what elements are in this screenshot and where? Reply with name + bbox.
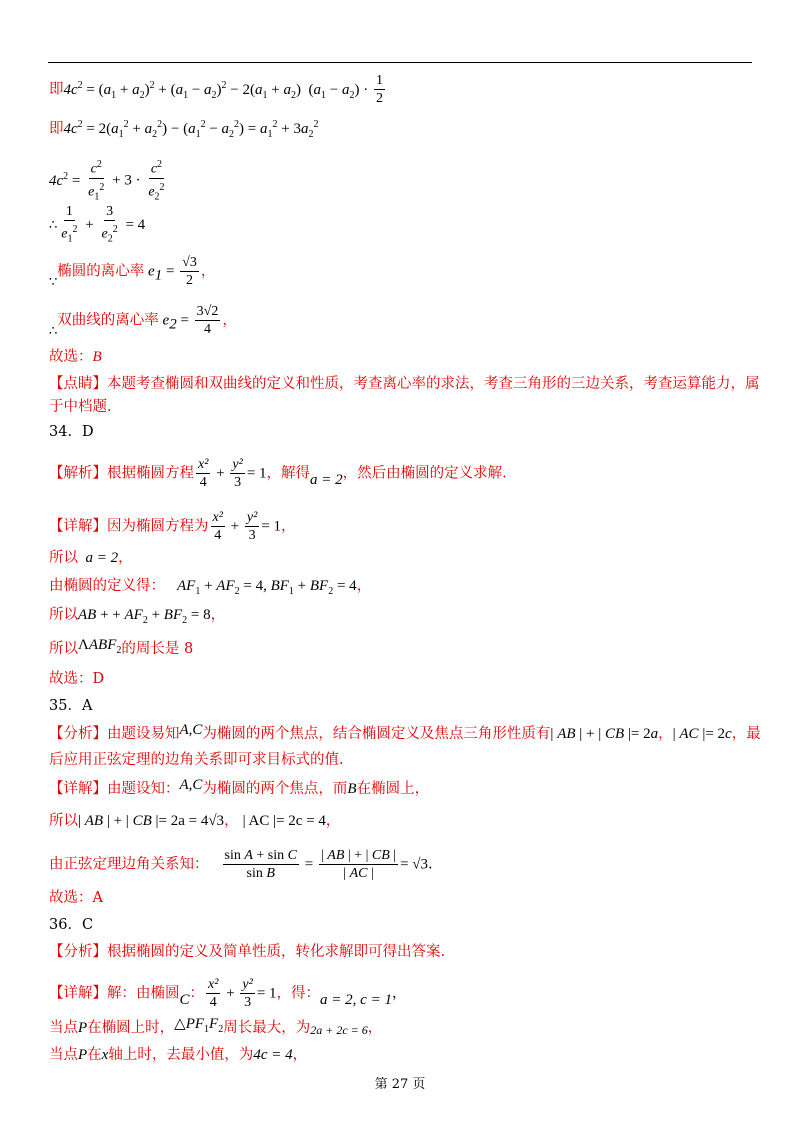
- fraction-e1: $\frac{√3}{2}$: [182, 255, 197, 288]
- answer-34: 故选：D: [49, 671, 105, 687]
- detail-34: 【详解】因为椭圆方程为 $\frac{\text{x²}}{4}$ + $\frac{\text{y²}}{3}$ = 1，: [49, 510, 296, 543]
- question-35-header: 35．A: [49, 698, 93, 714]
- step-35-2: 由正弦定理边角关系知： $\frac{\text{sin A + sin C}}{\text{sin B}}$ = $\frac{| AB | + | CB |}{| AC |}$ = √3.: [49, 848, 433, 881]
- fraction-c2-e2: $\frac{c^2}{e_2^2}$: [146, 156, 166, 205]
- question-34-header: 34．D: [49, 424, 94, 440]
- analysis-36: 【分析】根据椭圆的定义及简单性质，转化求解即可得出答案.: [49, 944, 446, 960]
- line-2: [49, 115, 318, 145]
- equation-2: $4c^2 = 2(a_1^2 + a_2^2) - (a_1^2 - a_2^2) = a_1^2 + 3a_2^2$: [63, 119, 319, 140]
- line-1-prefix: 即: [49, 81, 64, 98]
- step-36-2: 当点P在x轴上时，去最小值，为4c = 4，: [49, 1047, 308, 1063]
- hyperbola-ecc-label: 双曲线的离心率: [57, 312, 159, 329]
- analysis-34: 【解析】根据椭圆方程 $\frac{\text{x²}}{4}$ + $\frac{\text{y²}}{3}$ = 1，解得a = 2，然后由椭圆的定义求解.: [49, 457, 507, 490]
- question-36-header: 36．C: [49, 917, 94, 933]
- fraction-sides: $\frac{| AB | + | CB |}{| AC |}$: [320, 848, 397, 881]
- line-2-prefix: 即: [49, 121, 64, 137]
- fraction-3-e2: $\frac{3}{e_2^2}$: [101, 204, 118, 245]
- analysis-35: 【分析】由题设易知A,C为椭圆的两个焦点，结合椭圆定义及焦点三角形性质有| AB | + | CB |= 2a，| AC |= 2c，最: [49, 722, 761, 742]
- ellipse-ecc-label: 椭圆的离心率: [57, 263, 145, 280]
- answer-33: 故选：B: [49, 349, 102, 365]
- because-symbol: ∵: [49, 274, 58, 290]
- detail-36: 【详解】解：由椭圆C： $\frac{\text{x²}}{4}$ + $\frac{\text{y²}}{3}$ = 1，得：a = 2, c = 1，: [49, 977, 407, 1010]
- line-1: [49, 72, 387, 107]
- answer-35: 故选：A: [49, 890, 103, 906]
- header-rule: [48, 62, 752, 63]
- detail-35: 【详解】由题设知：A,C为椭圆的两个焦点，而B在椭圆上，: [49, 777, 430, 797]
- step-34-2: 由椭圆的定义得： $AF_1 + AF_2 = 4$, $BF_1 + BF_2 = 4$，: [49, 578, 372, 597]
- line-6: ∴双曲线的离心率 $e_2$ = $\frac{3√2}{4}$ ，: [49, 304, 237, 339]
- step-36-1: 当点P在椭圆上时，$\triangle PF_1F_2$周长最大，为2a + 2c = 6，: [49, 1016, 383, 1037]
- step-35-1: 所以| AB | + | CB |= 2a = 4√3， | AC |= 2c = 4，: [49, 813, 341, 829]
- line-3: $4c^2$ = $\frac{c^2}{e_1^2}$ + 3 · $\frac{c^2}{e_2^2}$: [49, 156, 169, 205]
- line-4: ∴ $\frac{1}{e_1^2}$ + $\frac{3}{e_2^2}$ = 4: [49, 203, 145, 247]
- comment-33-line-2: 于中档题.: [49, 399, 112, 415]
- therefore-symbol: ∴: [49, 218, 58, 234]
- fraction-c2-e1: $\frac{c^2}{e_1^2}$: [86, 156, 106, 205]
- step-34-1: 所以 a = 2，: [49, 550, 133, 566]
- equation-1: $4c^2 = (a_1 + a_2)^2 + (a_1 - a_2)^2 - 2(a_1 + a_2) (a_1 - a_2)$ ·: [63, 79, 372, 101]
- comment-tag: 【点睛】: [49, 376, 107, 392]
- fraction-e2: $\frac{3√2}{4}$: [196, 304, 219, 337]
- fraction-x2-4: $\frac{\text{x²}}{4}$: [198, 457, 209, 490]
- fraction-1-e1: $\frac{1}{e_1^2}$: [61, 204, 78, 245]
- fraction-half: $\frac{1}{2}$: [375, 73, 383, 106]
- comment-33: 【点睛】本题考查椭圆和双曲线的定义和性质，考查离心率的求法，考查三角形的三边关系，考查运算能力，属: [49, 376, 760, 392]
- step-34-3: 所以AB + + $AF_2 + BF_2 = 8$，: [49, 607, 226, 626]
- equation-3: $4c^2$ =: [49, 170, 85, 189]
- step-34-4: 所以$\Lambda ABF_2$的周长是 8: [49, 637, 194, 657]
- analysis-35-line-2: 后应用正弦定理的边角关系即可求目标式的值.: [49, 752, 344, 768]
- fraction-sine: $\frac{\text{sin A + sin C}}{\text{sin B}}$: [224, 848, 297, 881]
- line-5: ∵椭圆的离心率 $e_1$ = $\frac{√3}{2}$ ，: [49, 255, 216, 290]
- therefore-symbol-2: ∴: [49, 323, 58, 339]
- page-footer: 第 27 页: [374, 1077, 426, 1092]
- fraction-y2-3: $\frac{\text{y²}}{3}$: [232, 457, 243, 490]
